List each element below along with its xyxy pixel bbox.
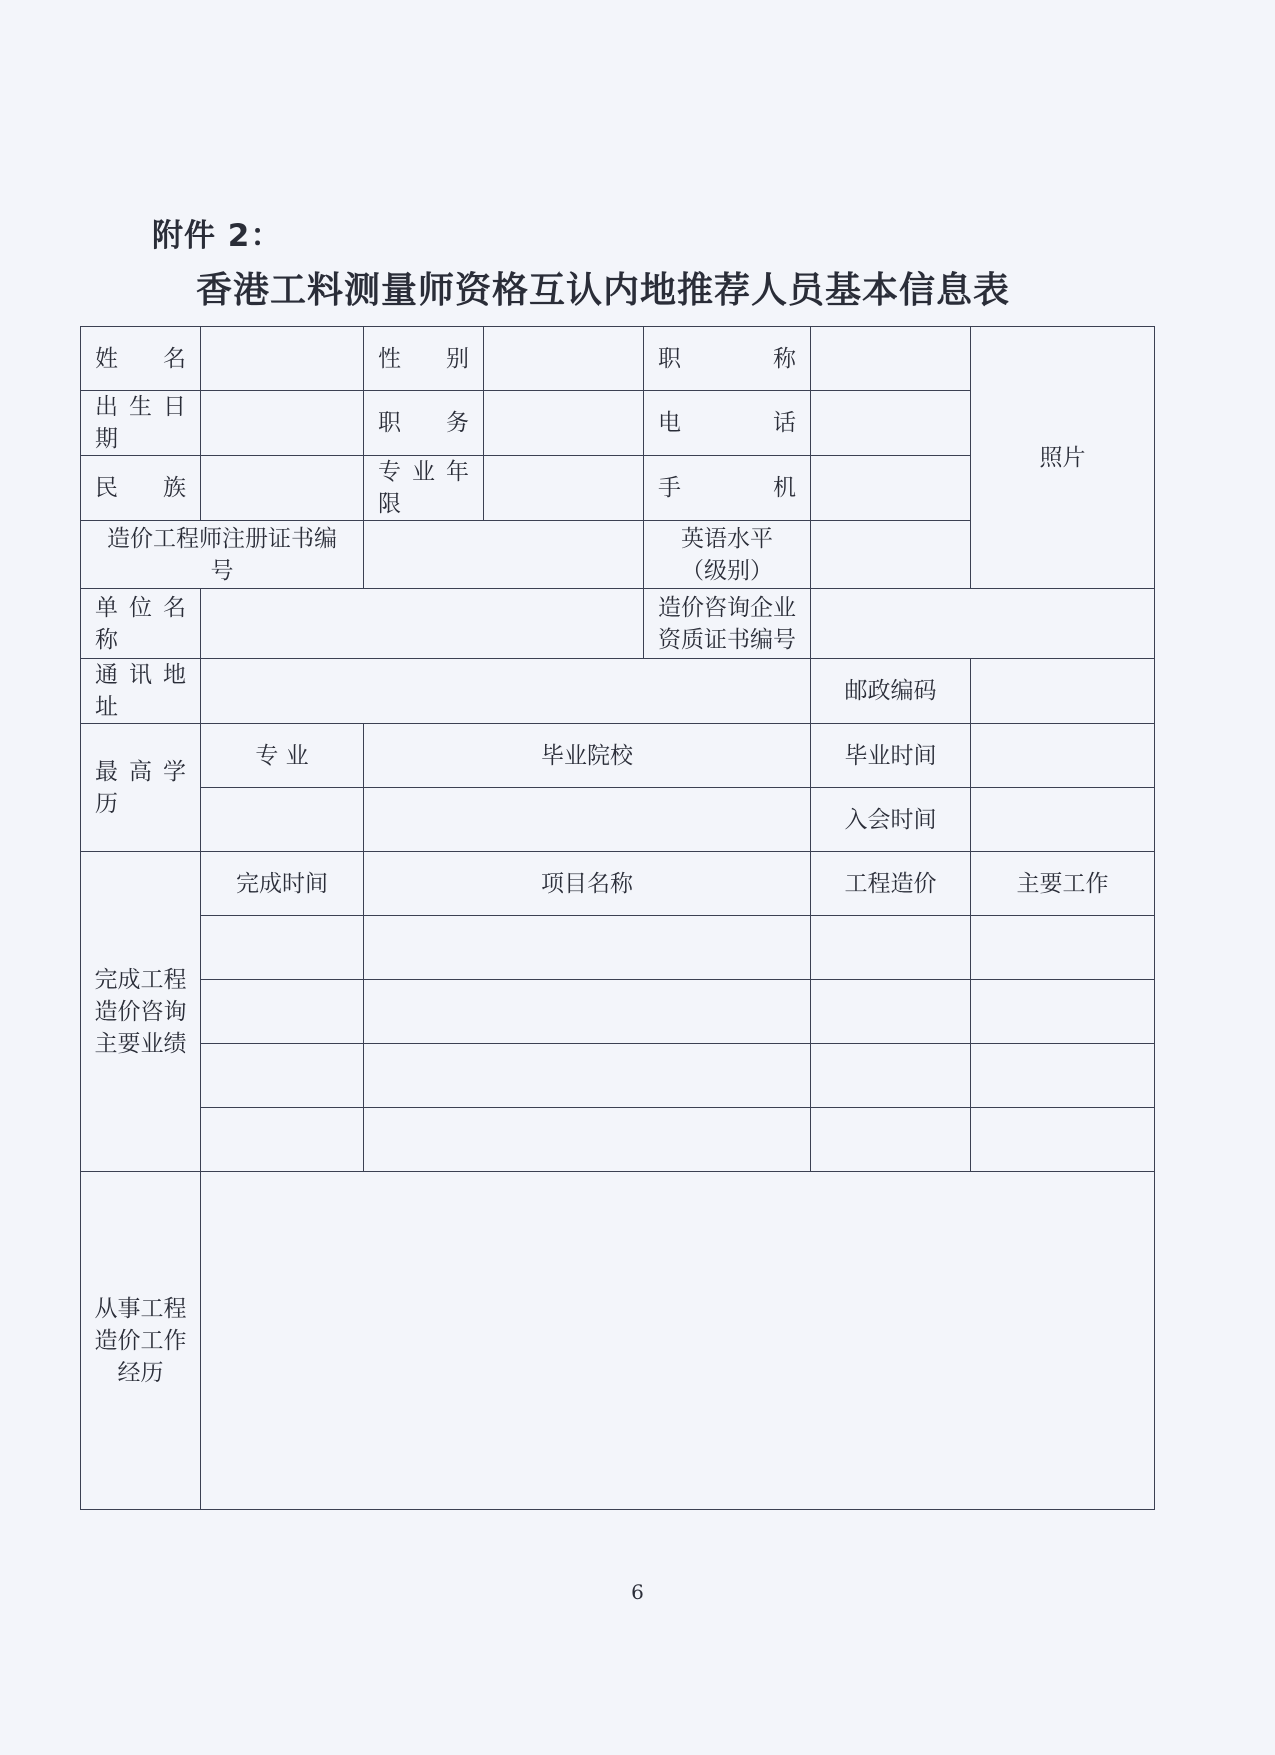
table-row	[81, 659, 1155, 724]
position-field[interactable]	[484, 391, 644, 456]
table-row	[81, 1044, 1155, 1108]
grad-time-label: 毕业时间	[811, 724, 971, 788]
completion-time-cell[interactable]	[201, 916, 364, 980]
main-work-cell[interactable]	[971, 980, 1155, 1044]
cert-no-label: 造价工程师注册证书编号	[81, 521, 364, 589]
english-level-field[interactable]	[811, 521, 971, 589]
company-label: 单位名称	[81, 589, 201, 659]
english-level-label: 英语水平（级别）	[644, 521, 811, 589]
company-cert-field[interactable]	[811, 589, 1155, 659]
ethnicity-label: 民族	[81, 456, 201, 521]
join-time-field[interactable]	[971, 788, 1155, 852]
table-row	[81, 724, 1155, 788]
cert-no-field[interactable]	[364, 521, 644, 589]
project-name-cell[interactable]	[364, 1044, 811, 1108]
main-work-cell[interactable]	[971, 916, 1155, 980]
gender-label: 性别	[364, 327, 484, 391]
table-row	[81, 1108, 1155, 1172]
page-number: 6	[631, 1580, 644, 1604]
table-row	[81, 852, 1155, 916]
birth-date-field[interactable]	[201, 391, 364, 456]
project-cost-cell[interactable]	[811, 1044, 971, 1108]
join-time-label: 入会时间	[811, 788, 971, 852]
ethnicity-field[interactable]	[201, 456, 364, 521]
gender-field[interactable]	[484, 327, 644, 391]
birth-date-label: 出生日期	[81, 391, 201, 456]
main-work-header: 主要工作	[971, 852, 1155, 916]
project-name-cell[interactable]	[364, 916, 811, 980]
completion-time-cell[interactable]	[201, 980, 364, 1044]
mobile-label: 手机	[644, 456, 811, 521]
job-title-label: 职称	[644, 327, 811, 391]
photo-box[interactable]: 照片	[971, 327, 1155, 589]
job-title-field[interactable]	[811, 327, 971, 391]
address-field[interactable]	[201, 659, 811, 724]
project-cost-cell[interactable]	[811, 1108, 971, 1172]
years-label: 专业年限	[364, 456, 484, 521]
address-label: 通讯地址	[81, 659, 201, 724]
company-field[interactable]	[201, 589, 644, 659]
education-label: 最高学历	[81, 724, 201, 852]
completion-time-cell[interactable]	[201, 1108, 364, 1172]
phone-label: 电话	[644, 391, 811, 456]
school-field[interactable]	[364, 788, 811, 852]
experience-label: 从事工程造价工作经历	[81, 1172, 201, 1510]
main-work-cell[interactable]	[971, 1044, 1155, 1108]
years-field[interactable]	[484, 456, 644, 521]
info-table	[80, 326, 1155, 1510]
grad-time-field[interactable]	[971, 724, 1155, 788]
table-row	[81, 980, 1155, 1044]
completion-time-cell[interactable]	[201, 1044, 364, 1108]
name-label: 姓名	[81, 327, 201, 391]
project-name-header: 项目名称	[364, 852, 811, 916]
phone-field[interactable]	[811, 391, 971, 456]
form-title: 香港工料测量师资格互认内地推荐人员基本信息表	[196, 270, 1011, 311]
major-field[interactable]	[201, 788, 364, 852]
major-label: 专 业	[201, 724, 364, 788]
completion-time-header: 完成时间	[201, 852, 364, 916]
name-field[interactable]	[201, 327, 364, 391]
table-row	[81, 327, 1155, 391]
postcode-field[interactable]	[971, 659, 1155, 724]
project-name-cell[interactable]	[364, 980, 811, 1044]
postcode-label: 邮政编码	[811, 659, 971, 724]
achievements-label: 完成工程造价咨询主要业绩	[81, 852, 201, 1172]
project-cost-cell[interactable]	[811, 980, 971, 1044]
project-cost-header: 工程造价	[811, 852, 971, 916]
mobile-field[interactable]	[811, 456, 971, 521]
table-row	[81, 589, 1155, 659]
table-row	[81, 788, 1155, 852]
table-row	[81, 916, 1155, 980]
attachment-label: 附件 2：	[152, 218, 283, 254]
project-name-cell[interactable]	[364, 1108, 811, 1172]
school-label: 毕业院校	[364, 724, 811, 788]
company-cert-label: 造价咨询企业资质证书编号	[644, 589, 811, 659]
experience-field[interactable]	[201, 1172, 1155, 1510]
project-cost-cell[interactable]	[811, 916, 971, 980]
main-work-cell[interactable]	[971, 1108, 1155, 1172]
table-row	[81, 1172, 1155, 1510]
position-label: 职务	[364, 391, 484, 456]
